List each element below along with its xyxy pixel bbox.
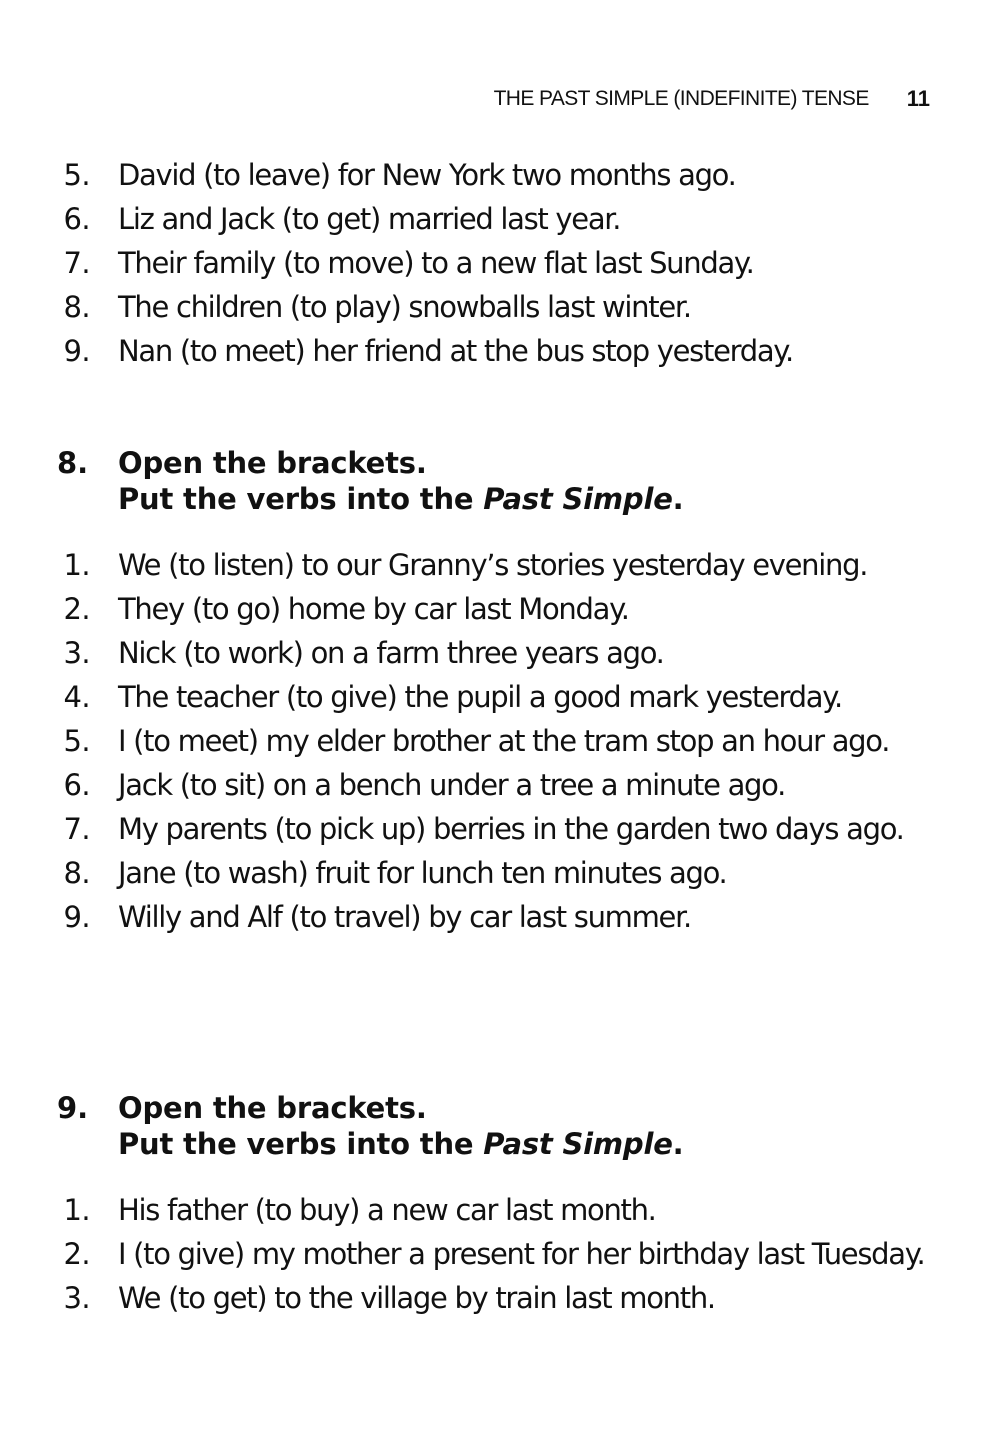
instruction-prefix: Put the verbs into the	[118, 1127, 484, 1161]
item-text: Nick (to work) on a farm three years ago.	[118, 636, 664, 670]
list-item	[0, 675, 1000, 719]
list-item	[0, 543, 1000, 587]
item-number: 2.	[63, 1237, 90, 1271]
list-item	[0, 851, 1000, 895]
prev-exercise-list	[0, 153, 1000, 373]
item-number: 9.	[63, 900, 90, 934]
page-number: 11	[906, 86, 930, 111]
item-number: 8.	[63, 856, 90, 890]
item-number: 7.	[63, 812, 90, 846]
list-item	[0, 1232, 1000, 1276]
list-item	[0, 241, 1000, 285]
item-number: 5.	[63, 158, 90, 192]
item-text: The children (to play) snowballs last winter.	[118, 290, 691, 324]
instruction-line-1: Open the brackets.	[118, 1091, 427, 1125]
list-item	[0, 329, 1000, 373]
list-item	[0, 807, 1000, 851]
list-item	[0, 285, 1000, 329]
item-number: 1.	[63, 548, 90, 582]
list-item	[0, 587, 1000, 631]
instruction-suffix: .	[672, 1127, 684, 1161]
item-text: Their family (to move) to a new flat last Sunday.	[118, 246, 754, 280]
running-head	[460, 84, 930, 114]
list-item	[0, 1188, 1000, 1232]
exercise-instruction	[118, 1090, 684, 1162]
item-number: 5.	[63, 724, 90, 758]
item-number: 3.	[63, 636, 90, 670]
item-number: 6.	[63, 202, 90, 236]
item-number: 4.	[63, 680, 90, 714]
instruction-line-2	[118, 1126, 684, 1162]
item-number: 1.	[63, 1193, 90, 1227]
exercise-8-heading	[0, 445, 1000, 517]
instruction-line-1: Open the brackets.	[118, 446, 427, 480]
exercise-9-heading	[0, 1090, 1000, 1162]
item-number: 8.	[63, 290, 90, 324]
list-item	[0, 197, 1000, 241]
list-item	[0, 153, 1000, 197]
item-text: We (to listen) to our Granny’s stories yesterday evening.	[118, 548, 868, 582]
item-text: Willy and Alf (to travel) by car last summer.	[118, 900, 691, 934]
item-text: Liz and Jack (to get) married last year.	[118, 202, 621, 236]
item-text: Nan (to meet) her friend at the bus stop yesterday.	[118, 334, 793, 368]
list-item	[0, 895, 1000, 939]
list-item	[0, 631, 1000, 675]
item-text: Jane (to wash) fruit for lunch ten minutes ago.	[118, 856, 727, 890]
exercise-number: 8.	[57, 446, 89, 480]
instruction-emphasis: Past Simple	[483, 482, 673, 516]
item-text: The teacher (to give) the pupil a good mark yesterday.	[118, 680, 842, 714]
instruction-prefix: Put the verbs into the	[118, 482, 484, 516]
chapter-title: THE PAST SIMPLE (INDEFINITE) TENSE	[493, 87, 869, 110]
instruction-line-2	[118, 481, 684, 517]
item-text: We (to get) to the village by train last month.	[118, 1281, 715, 1315]
item-number: 2.	[63, 592, 90, 626]
list-item	[0, 763, 1000, 807]
instruction-emphasis: Past Simple	[483, 1127, 673, 1161]
item-text: They (to go) home by car last Monday.	[118, 592, 629, 626]
item-text: I (to give) my mother a present for her birthday last Tuesday.	[118, 1237, 925, 1271]
list-item	[0, 1276, 1000, 1320]
item-text: His father (to buy) a new car last month.	[118, 1193, 656, 1227]
instruction-suffix: .	[672, 482, 684, 516]
item-number: 9.	[63, 334, 90, 368]
item-number: 6.	[63, 768, 90, 802]
item-text: David (to leave) for New York two months ago.	[118, 158, 736, 192]
item-text: I (to meet) my elder brother at the tram stop an hour ago.	[118, 724, 890, 758]
exercise-8-list	[0, 543, 1000, 939]
item-number: 7.	[63, 246, 90, 280]
item-text: Jack (to sit) on a bench under a tree a minute ago.	[118, 768, 786, 802]
item-number: 3.	[63, 1281, 90, 1315]
exercise-number: 9.	[57, 1091, 89, 1125]
exercise-instruction	[118, 445, 684, 517]
item-text: My parents (to pick up) berries in the garden two days ago.	[118, 812, 904, 846]
list-item	[0, 719, 1000, 763]
exercise-9-list	[0, 1188, 1000, 1320]
